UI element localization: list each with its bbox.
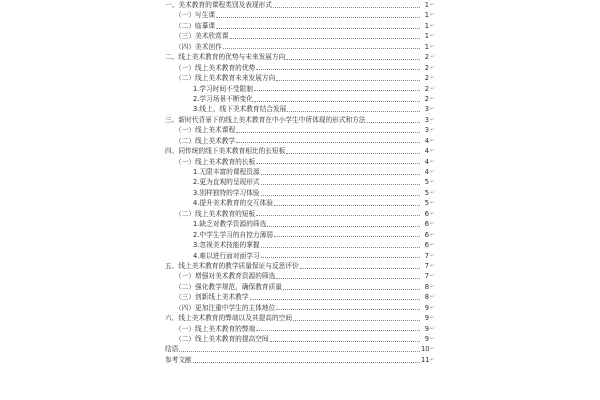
toc-page-number: 6 — [424, 230, 429, 239]
paragraph-mark-icon: ↵ — [430, 221, 435, 228]
toc-entry-title: （一）增强对美术教育资源的筛选 — [175, 272, 276, 281]
dot-leader — [286, 58, 420, 60]
toc-entry-title: 1.无限丰富的课程资源 — [193, 168, 260, 176]
paragraph-mark-icon: ↵ — [430, 33, 435, 40]
toc-entry-title: （一）线上美术教育的长板 — [175, 157, 256, 166]
toc-entry[interactable] — [165, 209, 435, 219]
paragraph-mark-icon: ↵ — [430, 75, 435, 82]
dot-leader — [276, 308, 420, 310]
toc-entry[interactable] — [165, 219, 435, 229]
toc-page-number: 2 — [424, 63, 429, 72]
dot-leader — [223, 47, 420, 49]
dot-leader — [230, 37, 421, 39]
paragraph-mark-icon: ↵ — [430, 304, 435, 311]
toc-entry[interactable] — [165, 63, 435, 73]
dot-leader — [367, 121, 420, 123]
toc-page-number: 2 — [424, 74, 429, 83]
dot-leader — [254, 100, 420, 102]
toc-entry[interactable] — [165, 303, 435, 313]
toc-page-number: 8 — [424, 293, 429, 302]
toc-entry[interactable] — [165, 313, 435, 323]
paragraph-mark-icon: ↵ — [430, 85, 435, 92]
dot-leader — [287, 110, 420, 112]
toc-entry-title: 3.线上、线下美术教育结合发展 — [193, 105, 287, 114]
toc-entry[interactable] — [165, 324, 435, 334]
toc-entry[interactable] — [165, 167, 435, 177]
dot-leader — [274, 235, 420, 237]
toc-entry-title: （四）美术创作 — [175, 42, 222, 51]
paragraph-mark-icon: ↵ — [430, 189, 435, 196]
toc-page-number: 3 — [424, 115, 429, 124]
paragraph-mark-icon: ↵ — [430, 64, 435, 71]
toc-entry[interactable] — [165, 240, 435, 250]
toc-entry-title: 参考文献 — [165, 355, 192, 364]
paragraph-mark-icon: ↵ — [430, 231, 435, 238]
toc-entry-title: 2.更为直观的呈现形式 — [193, 178, 260, 187]
dot-leader — [283, 288, 420, 290]
paragraph-mark-icon: ↵ — [430, 158, 435, 165]
paragraph-mark-icon: ↵ — [430, 137, 435, 144]
toc-entry[interactable] — [165, 355, 435, 365]
toc-page-number: 3 — [424, 105, 429, 114]
paragraph-mark-icon: ↵ — [430, 283, 435, 290]
toc-entry[interactable] — [165, 10, 435, 20]
paragraph-mark-icon: ↵ — [430, 179, 435, 186]
toc-page-number: 1 — [424, 32, 429, 41]
toc-entry-title: （二）线上美术教学 — [175, 136, 236, 145]
toc-entry-title: 二、线上美术教育的优势与未来发展方向 — [165, 53, 286, 62]
toc-entry[interactable] — [165, 31, 435, 41]
toc-page-number: 10 — [421, 345, 430, 354]
toc-page-number: 1 — [424, 21, 429, 30]
dot-leader — [236, 131, 420, 133]
toc-page-number: 9 — [424, 314, 429, 323]
toc-entry[interactable] — [165, 104, 435, 114]
toc-page-number: 9 — [424, 335, 429, 343]
dot-leader — [293, 319, 420, 321]
toc-entry[interactable] — [165, 0, 435, 10]
paragraph-mark-icon: ↵ — [430, 54, 435, 61]
paragraph-mark-icon: ↵ — [430, 210, 435, 217]
toc-entry[interactable] — [165, 188, 435, 198]
toc-entry[interactable] — [165, 198, 435, 208]
dot-leader — [261, 256, 420, 258]
dot-leader — [273, 6, 420, 8]
toc-page-number: 1 — [424, 42, 429, 51]
toc-entry[interactable] — [165, 177, 435, 187]
toc-entry[interactable] — [165, 115, 435, 125]
toc-page-number: 4 — [424, 168, 429, 176]
toc-page-number: 2 — [424, 53, 429, 62]
toc-page-number: 1 — [424, 11, 429, 20]
toc-entry-title: （二）线上美术教育的短板 — [175, 209, 256, 218]
toc-entry[interactable] — [165, 136, 435, 146]
toc-page-number: 6 — [424, 241, 429, 250]
paragraph-mark-icon: ↵ — [430, 127, 435, 134]
toc-entry-title: 3.别样独特的学习体验 — [193, 188, 260, 197]
toc-entry-title: （三）创新线上美术教学 — [175, 293, 249, 302]
toc-page-number: 9 — [424, 324, 429, 333]
dot-leader — [286, 152, 420, 154]
toc-entry[interactable] — [165, 42, 435, 52]
toc-entry-title: 2.中学生学习的自控力薄弱 — [193, 230, 273, 239]
toc-entry[interactable] — [165, 73, 435, 83]
toc-entry-title: 2.学习场景不断变化 — [193, 94, 253, 103]
toc-entry[interactable] — [165, 21, 435, 31]
paragraph-mark-icon: ↵ — [430, 315, 435, 322]
toc-entry-title: （二）强化教学规范，确保教育质量 — [175, 282, 282, 291]
paragraph-mark-icon: ↵ — [430, 148, 435, 155]
toc-page-number: 3 — [424, 126, 429, 135]
paragraph-mark-icon: ↵ — [430, 169, 435, 175]
paragraph-mark-icon: ↵ — [430, 95, 435, 102]
toc-entry-title: 结语 — [165, 345, 179, 354]
dot-leader — [216, 27, 420, 29]
paragraph-mark-icon: ↵ — [430, 346, 435, 353]
toc-entry-title: 三、新时代背景下的线上美术教育在中小学生中所体现的形式和方法 — [165, 115, 366, 124]
paragraph-mark-icon: ↵ — [430, 242, 435, 249]
toc-page-number: 7 — [424, 261, 429, 270]
paragraph-mark-icon: ↵ — [430, 262, 435, 269]
toc-entry-title: 六、线上美术教育的弊端以及其提高的空间 — [165, 314, 293, 323]
toc-page-number: 2 — [424, 84, 429, 93]
table-of-contents — [165, 0, 435, 365]
toc-entry-title: （一）线上美术教育的优势 — [175, 63, 256, 72]
paragraph-mark-icon: ↵ — [430, 273, 435, 280]
toc-entry[interactable] — [165, 282, 435, 292]
toc-entry-title: （二）线上美术教育的提高空间 — [175, 335, 269, 343]
toc-page-number: 9 — [424, 303, 429, 312]
dot-leader — [261, 183, 420, 185]
toc-page-number: 4 — [424, 157, 429, 166]
toc-entry-title: （二）线上美术教育未来发展方向 — [175, 74, 276, 83]
paragraph-mark-icon: ↵ — [430, 356, 435, 363]
dot-leader — [179, 350, 420, 352]
toc-page-number: 5 — [424, 188, 429, 197]
dot-leader — [216, 16, 420, 18]
toc-page-number: 11 — [421, 355, 430, 364]
toc-entry-title: 3.忽视美术技能的掌握 — [193, 241, 260, 250]
toc-entry-title: （二）临摹课 — [175, 21, 216, 30]
paragraph-mark-icon: ↵ — [430, 12, 435, 19]
toc-entry-title: （一）线上美术教育的弊端 — [175, 324, 256, 333]
paragraph-mark-icon: ↵ — [430, 336, 435, 342]
dot-leader — [267, 225, 420, 227]
dot-leader — [276, 277, 420, 279]
toc-entry[interactable] — [165, 146, 435, 156]
toc-entry[interactable] — [165, 344, 435, 354]
toc-entry-title: （四）更加注重中学生的主体地位 — [175, 303, 276, 312]
dot-leader — [274, 204, 420, 206]
dot-leader — [261, 173, 420, 175]
toc-entry-title: 1.缺乏对教学资源的筛选 — [193, 220, 267, 229]
toc-entry[interactable] — [165, 271, 435, 281]
paragraph-mark-icon: ↵ — [430, 252, 435, 259]
paragraph-mark-icon: ↵ — [430, 2, 435, 8]
dot-leader — [193, 361, 420, 363]
toc-entry-title: 四、同传统的线下美术教育相比的长短板 — [165, 147, 286, 156]
paragraph-mark-icon: ↵ — [430, 325, 435, 332]
toc-entry[interactable] — [165, 251, 435, 261]
toc-page-number: 1 — [424, 1, 429, 9]
toc-page-number: 4 — [424, 136, 429, 145]
toc-entry[interactable] — [165, 292, 435, 302]
toc-entry[interactable] — [165, 157, 435, 167]
toc-entry-title: 五、线上美术教育的教学质量保证与反思评价 — [165, 261, 299, 270]
toc-entry-title: （三）美术欣赏课 — [175, 32, 229, 41]
toc-entry-title: 一、美术教育的课程类别及表现形式 — [165, 1, 272, 9]
toc-entry-title: （一）写生课 — [175, 11, 216, 20]
toc-page-number: 4 — [424, 147, 429, 156]
toc-page-number: 2 — [424, 94, 429, 103]
dot-leader — [250, 298, 420, 300]
toc-page-number: 7 — [424, 272, 429, 281]
dot-leader — [254, 89, 420, 91]
toc-page-number: 5 — [424, 199, 429, 208]
dot-leader — [300, 267, 420, 269]
toc-page-number: 5 — [424, 178, 429, 187]
toc-entry-title: （一）线上美术课程 — [175, 126, 236, 135]
dot-leader — [261, 194, 420, 196]
toc-page-number: 6 — [424, 209, 429, 218]
dot-leader — [236, 141, 420, 143]
dot-leader — [276, 79, 420, 81]
paragraph-mark-icon: ↵ — [430, 22, 435, 29]
toc-page-number: 8 — [424, 282, 429, 291]
dot-leader — [256, 214, 420, 216]
dot-leader — [256, 329, 420, 331]
toc-entry[interactable] — [165, 261, 435, 271]
toc-entry-title: 4.难以进行面对面学习 — [193, 251, 260, 260]
paragraph-mark-icon: ↵ — [430, 43, 435, 50]
toc-entry[interactable] — [165, 125, 435, 135]
dot-leader — [256, 162, 420, 164]
paragraph-mark-icon: ↵ — [430, 106, 435, 113]
paragraph-mark-icon: ↵ — [430, 294, 435, 301]
toc-entry[interactable] — [165, 94, 435, 104]
toc-page-number: 6 — [424, 220, 429, 229]
paragraph-mark-icon: ↵ — [430, 116, 435, 123]
toc-entry[interactable] — [165, 230, 435, 240]
toc-entry[interactable] — [165, 52, 435, 62]
toc-entry-title: 1.学习时间不受限制 — [193, 84, 253, 93]
toc-entry-title: 4.提升美术教育的交互体验 — [193, 199, 273, 208]
toc-page-number: 7 — [424, 251, 429, 260]
toc-entry[interactable] — [165, 334, 435, 344]
dot-leader — [261, 246, 420, 248]
dot-leader — [256, 68, 420, 70]
paragraph-mark-icon: ↵ — [430, 200, 435, 207]
dot-leader — [270, 340, 420, 342]
toc-entry[interactable] — [165, 84, 435, 94]
